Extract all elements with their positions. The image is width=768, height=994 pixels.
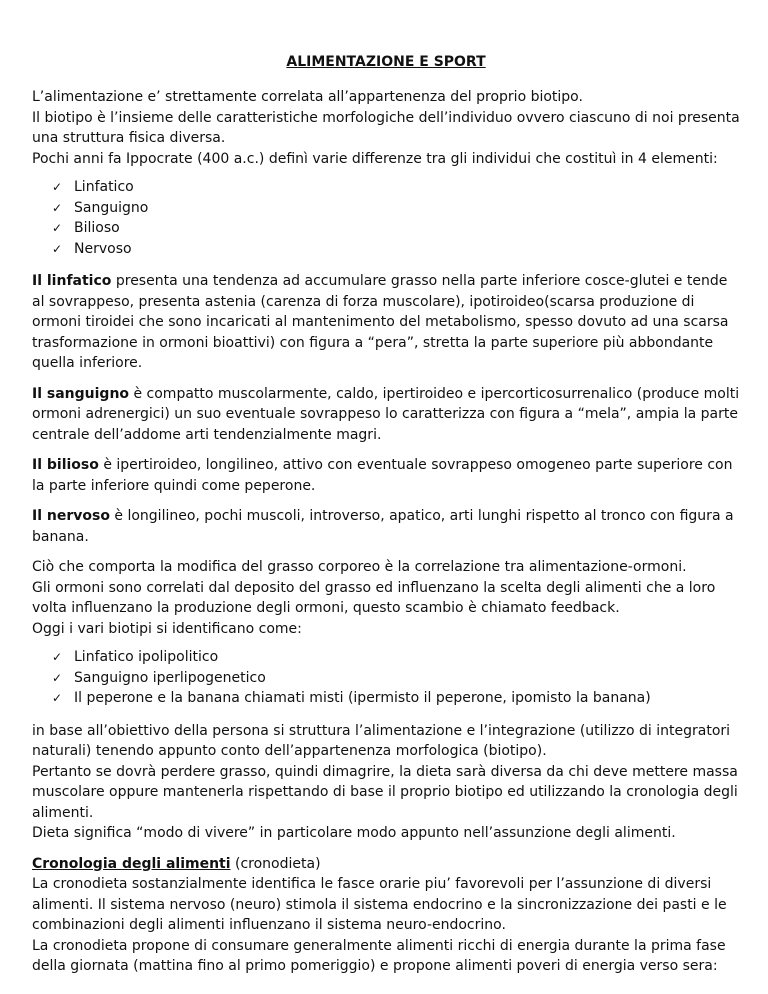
ormoni-line-2: Gli ormoni sono correlati dal deposito del grasso ed influenzano la scelta degli alimenti che a loro volta influenzano la produzione degli ormoni, questo scambio è chiamato feedback.: [32, 579, 716, 616]
list-item-label: Linfatico: [74, 179, 134, 195]
ormoni-paragraph: [32, 557, 740, 639]
list-item-label: Sanguigno iperlipogenetico: [74, 669, 266, 686]
list-item: [52, 647, 740, 668]
list-item: [52, 668, 740, 689]
cronologia-paragraph: [32, 874, 740, 977]
cronologia-line-2: La cronodieta propone di consumare generalmente alimenti ricchi di energia durante la prima fase della giornata (mattina fino al primo pomeriggio) e propone alimenti poveri di energia verso sera:: [32, 937, 726, 974]
obiettivo-line-3: Dieta significa “modo di vivere” in particolare modo appunto nell’assunzione degli alimenti.: [32, 825, 676, 841]
list-item-label: Il peperone e la banana chiamati misti (ipermisto il peperone, ipomisto la banana): [74, 690, 651, 706]
checkmark-icon: ✓: [52, 670, 63, 685]
list-item-label: Nervoso: [74, 240, 132, 257]
ormoni-line-3: Oggi i vari biotipi si identificano come:: [32, 620, 302, 637]
nervoso-paragraph: [32, 506, 740, 547]
bilioso-paragraph: [32, 455, 740, 496]
obiettivo-line-1: in base all’obiettivo della persona si struttura l’alimentazione e l’integrazione (utilizzo di integratori naturali) tenendo appunto conto dell’appartenenza morfologica (biotipo).: [32, 722, 731, 759]
checkmark-icon: ✓: [52, 200, 63, 215]
sanguigno-lead: Il sanguigno: [32, 385, 130, 402]
linfatico-text: presenta una tendenza ad accumulare grasso nella parte inferiore cosce-glutei e tende al sovrappeso, presenta astenia (carenza di forza muscolare), ipotiroideo(scarsa produzione di ormoni tiroidei che sono incaricati al mantenimento del metabolismo, spesso dovuto ad una scarsa trasformazione in ormoni bioattivi) con figura a “pera”, stretta la parte superiore più abbondante quella inferiore.: [32, 273, 729, 371]
nervoso-lead: Il nervoso: [32, 508, 110, 524]
obiettivo-line-2: Pertanto se dovrà perdere grasso, quindi dimagrire, la dieta sarà diversa da chi deve mettere massa muscolare oppure mantenerla rispettando di base il proprio biotipo ed utilizzando la cronologia degli alimenti.: [32, 763, 738, 821]
intro-paragraph: [32, 87, 740, 169]
list-item-label: Sanguigno: [74, 199, 149, 216]
section-title-suffix: (cronodieta): [230, 855, 321, 872]
ormoni-line-1: Ciò che comporta la modifica del grasso corporeo è la correlazione tra alimentazione-ormoni.: [32, 559, 687, 575]
list-item: [52, 218, 740, 239]
list-item: [52, 239, 740, 260]
intro-line-2: Il biotipo è l’insieme delle caratteristiche morfologiche dell’individuo ovvero ciascuno di noi presenta una struttura fisica diversa.: [32, 109, 740, 146]
intro-line-1: L’alimentazione e’ strettamente correlata all’appartenenza del proprio biotipo.: [32, 89, 583, 105]
bilioso-text: è ipertiroideo, longilineo, attivo con eventuale sovrappeso omogeneo parte superiore con la parte inferiore quindi come peperone.: [32, 457, 733, 494]
sanguigno-paragraph: [32, 384, 740, 446]
document-title: ALIMENTAZIONE E SPORT: [286, 54, 486, 70]
biotipi-checklist: [52, 647, 740, 709]
checkmark-icon: ✓: [52, 221, 63, 235]
list-item: [52, 177, 740, 198]
list-item: [52, 198, 740, 219]
list-item: [52, 688, 740, 709]
linfatico-lead: Il linfatico: [32, 273, 112, 289]
sanguigno-text: è compatto muscolarmente, caldo, ipertiroideo e ipercorticosurrenalico (produce molti ormoni adrenergici) un suo eventuale sovrappeso lo caratterizza con figura a “mela”, ampia la parte centrale dell’addome arti tendenzialmente magri.: [32, 385, 740, 443]
checkmark-icon: ✓: [52, 180, 63, 194]
bilioso-lead: Il bilioso: [32, 457, 99, 473]
list-item-label: Bilioso: [74, 220, 120, 236]
linfatico-paragraph: [32, 271, 740, 374]
checkmark-icon: ✓: [52, 241, 63, 256]
elements-checklist: [52, 177, 740, 259]
cronologia-heading: [32, 854, 740, 875]
nervoso-text: è longilineo, pochi muscoli, introverso, apatico, arti lunghi rispetto al tronco con figura a banana.: [32, 508, 734, 545]
obiettivo-paragraph: [32, 721, 740, 844]
cronologia-line-1: La cronodieta sostanzialmente identifica le fasce orarie piu’ favorevoli per l’assunzione di diversi alimenti. Il sistema nervoso (neuro) stimola il sistema endocrino e la sincronizzazione dei pasti e le combinazioni degli alimenti influenzano il sistema neuro-endocrino.: [32, 876, 727, 933]
intro-line-3: Pochi anni fa Ippocrate (400 a.c.) definì varie differenze tra gli individui che costituì in 4 elementi:: [32, 150, 718, 167]
section-title: Cronologia degli alimenti: [32, 855, 231, 872]
checkmark-icon: ✓: [52, 691, 63, 705]
checkmark-icon: ✓: [52, 650, 63, 664]
list-item-label: Linfatico ipolipolitico: [74, 649, 219, 665]
